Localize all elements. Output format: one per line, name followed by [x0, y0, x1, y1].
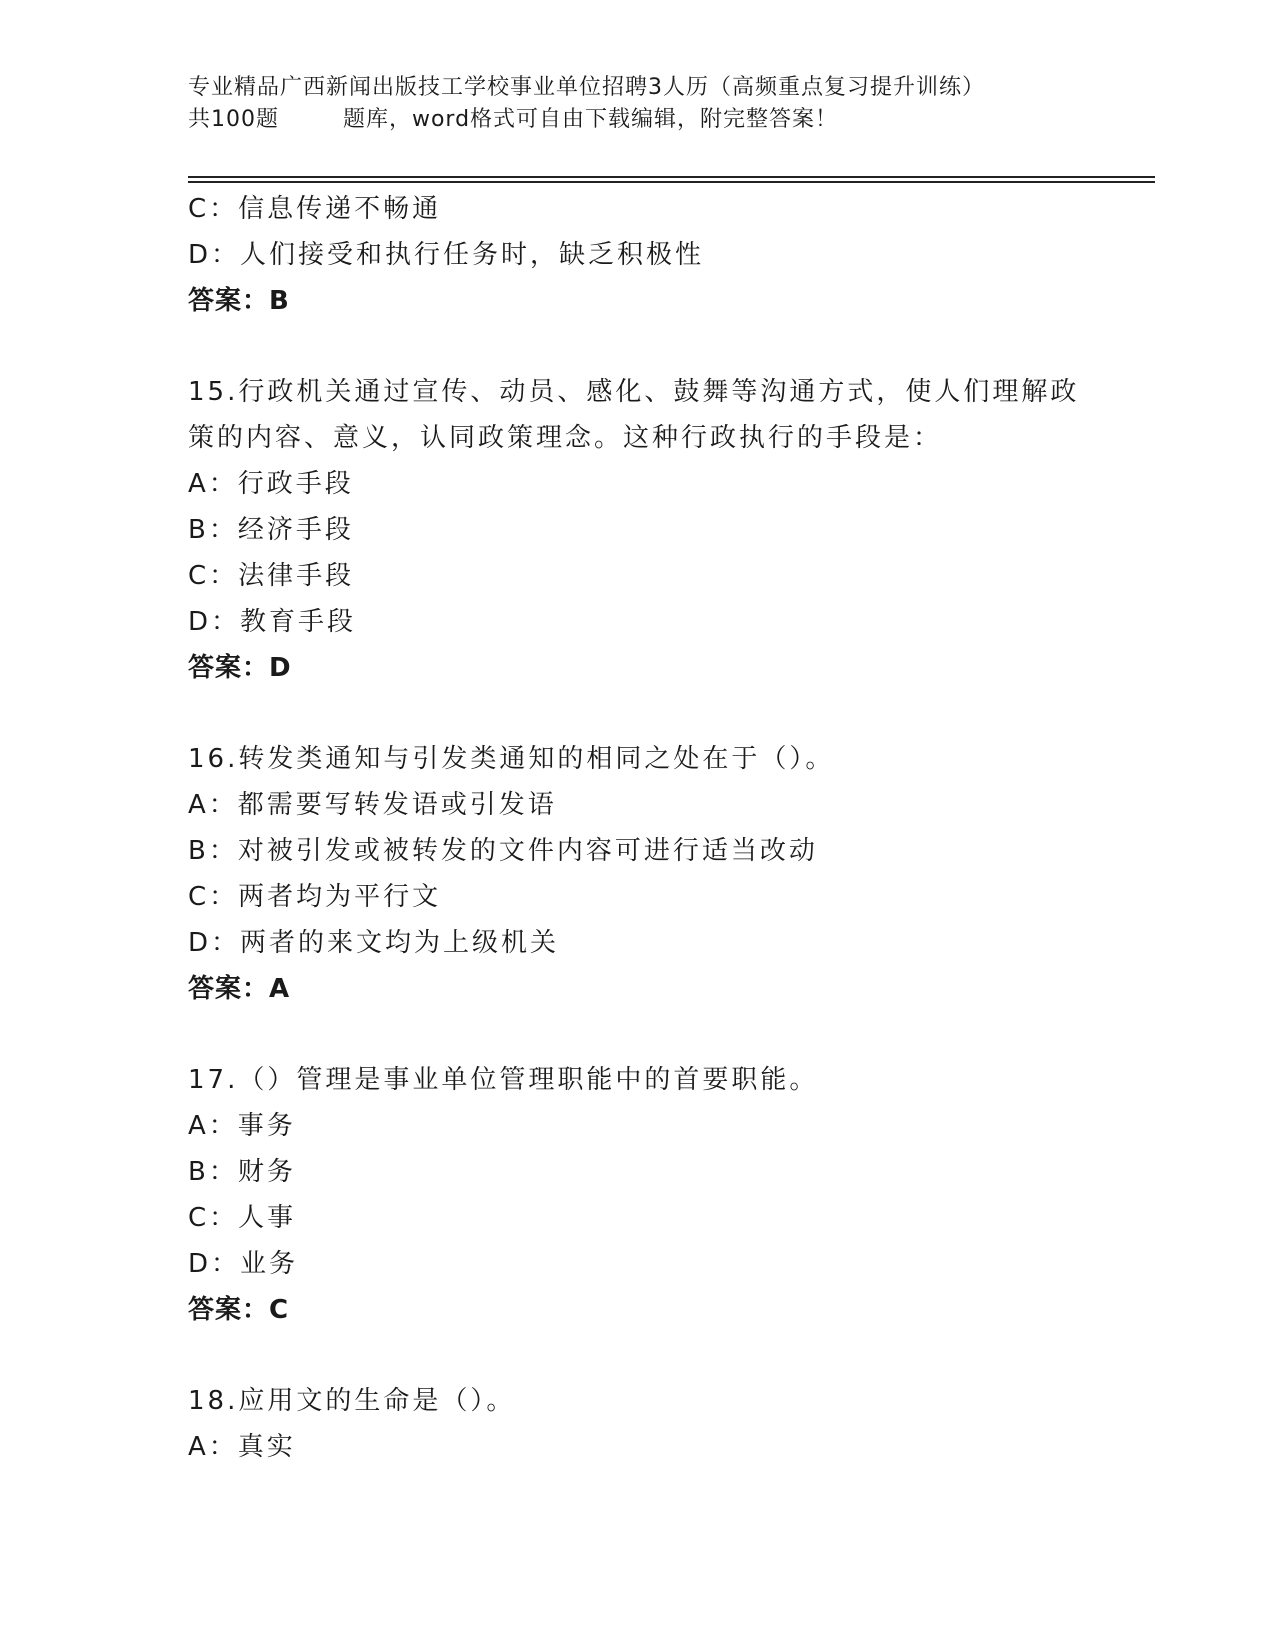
answer-line: 答案：A [188, 974, 291, 1004]
header-subtitle-line [188, 104, 1088, 136]
answer-line: 答案：B [188, 286, 290, 316]
question-14-tail [188, 186, 1148, 324]
option-c: C：两者均为平行文 [188, 882, 442, 912]
header-title-line: 专业精品广西新闻出版技工学校事业单位招聘3人历（高频重点复习提升训练） [188, 75, 985, 100]
option-b: B：对被引发或被转发的文件内容可进行适当改动 [188, 836, 818, 866]
question-content [188, 186, 1148, 1470]
option-a: A：真实 [188, 1432, 296, 1462]
option-c: C：人事 [188, 1203, 297, 1233]
option-d: D：两者的来文均为上级机关 [188, 928, 560, 958]
question-17 [188, 1057, 1148, 1333]
option-a: A：都需要写转发语或引发语 [188, 790, 557, 820]
question-18 [188, 1378, 1148, 1470]
header-divider-bottom [188, 181, 1155, 183]
question-stem: 18.应用文的生命是（）。 [188, 1386, 516, 1416]
question-stem-continued: 策的内容、意义，认同政策理念。这种行政执行的手段是： [188, 423, 943, 453]
question-stem: 17.（）管理是事业单位管理职能中的首要职能。 [188, 1065, 819, 1095]
page-header [188, 72, 1088, 136]
question-gap [188, 324, 1148, 369]
question-gap [188, 1012, 1148, 1057]
option-b: B：财务 [188, 1157, 296, 1187]
question-gap [188, 691, 1148, 736]
option-a: A：事务 [188, 1111, 296, 1141]
question-gap [188, 1333, 1148, 1378]
option-c: C：法律手段 [188, 561, 355, 591]
question-16 [188, 736, 1148, 1012]
option-b: B：经济手段 [188, 515, 354, 545]
answer-line: 答案：D [188, 653, 292, 683]
header-question-count: 共100题 [188, 107, 279, 132]
option-a: A：行政手段 [188, 469, 354, 499]
question-stem: 15.行政机关通过宣传、动员、感化、鼓舞等沟通方式，使人们理解政 [188, 377, 1080, 407]
header-description: 题库，word格式可自由下载编辑，附完整答案！ [342, 107, 839, 132]
header-spacer [279, 107, 343, 132]
option-d: D：人们接受和执行任务时，缺乏积极性 [188, 240, 705, 270]
header-divider-top [188, 176, 1155, 178]
option-d: D：教育手段 [188, 607, 357, 637]
question-stem: 16.转发类通知与引发类通知的相同之处在于（）。 [188, 744, 835, 774]
option-d: D：业务 [188, 1249, 299, 1279]
question-15 [188, 369, 1148, 691]
option-c: C：信息传递不畅通 [188, 194, 442, 224]
answer-line: 答案：C [188, 1295, 290, 1325]
